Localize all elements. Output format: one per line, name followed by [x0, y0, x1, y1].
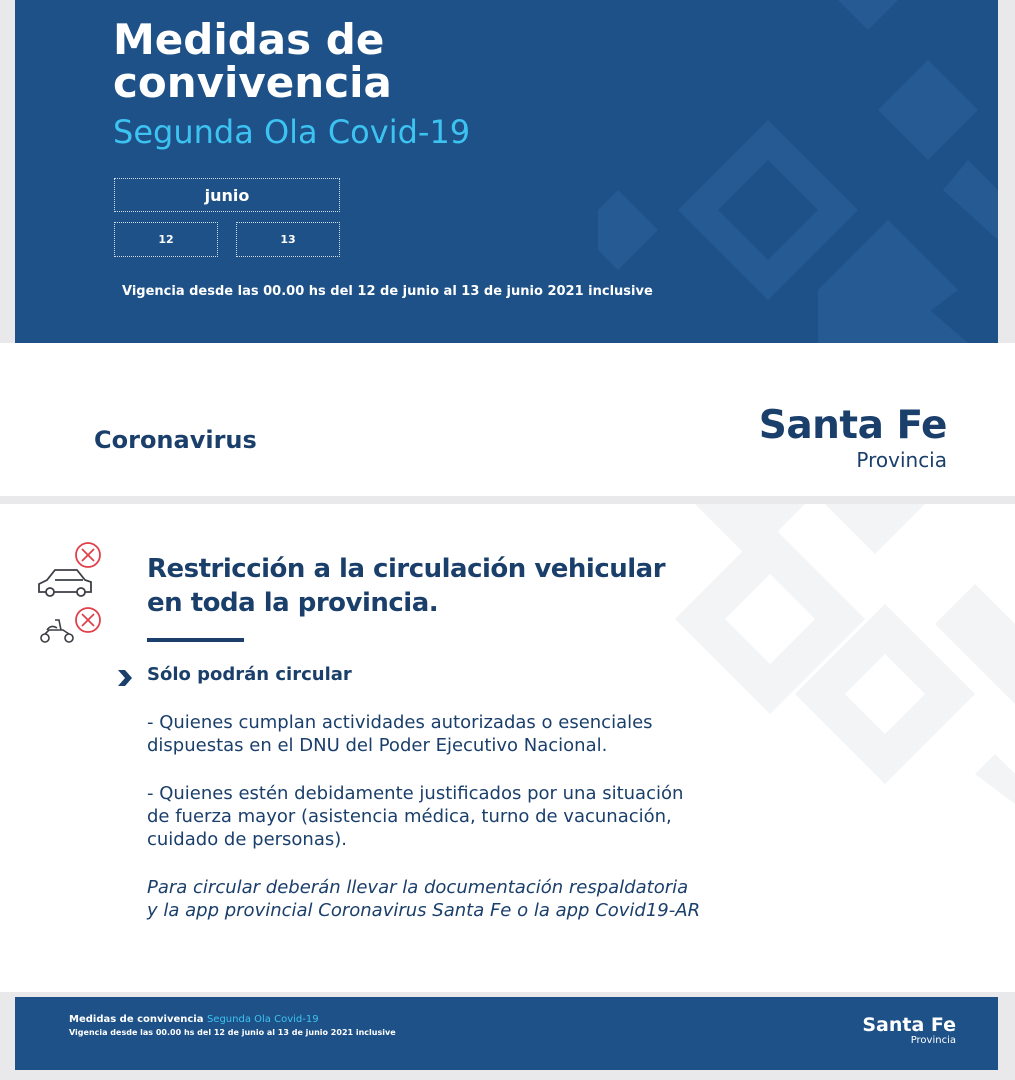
headline-line-1: Restricción a la circulación vehicular [147, 554, 666, 584]
paragraph-line: Para circular deberán llevar la documentación respaldatoria [147, 877, 689, 898]
paragraph-line: dispuestas en el DNU del Poder Ejecutivo Nacional. [147, 735, 608, 756]
title-line-2: convivencia [113, 58, 392, 107]
prohibited-icon [76, 608, 100, 632]
header-banner [15, 0, 998, 343]
santa-fe-logo [759, 405, 947, 471]
scooter-icon [41, 620, 73, 642]
brand-name: Santa Fe [758, 403, 947, 448]
vehicle-restriction-icons [35, 540, 107, 652]
title-line-1: Medidas de [113, 15, 385, 64]
footer-title-main: Medidas de convivencia [69, 1014, 204, 1025]
content-card [0, 504, 1015, 992]
paragraph-line: - Quienes estén debidamente justificados por una situación [147, 783, 684, 804]
bullet-title: Sólo podrán circular [147, 664, 352, 685]
paragraph-force-majeure [147, 782, 683, 851]
start-day-box: 12 [114, 222, 218, 257]
footer-title-accent: Segunda Ola Covid-19 [206, 1014, 319, 1025]
prohibited-icon [76, 543, 100, 567]
headline-underline [147, 638, 244, 642]
headline [147, 552, 665, 620]
diamond-pattern-decoration [598, 0, 998, 343]
car-icon [39, 570, 91, 596]
footer-brand-sub: Provincia [910, 1035, 956, 1046]
paragraph-line: de fuerza mayor (asistencia médica, turno de vacunación, [147, 806, 672, 827]
paragraph-line: cuidado de personas). [147, 829, 347, 850]
validity-text: Vigencia desde las 00.00 hs del 12 de junio al 13 de junio 2021 inclusive [122, 284, 653, 299]
page-title [113, 15, 392, 107]
footer-validity: Vigencia desde las 00.00 hs del 12 de junio al 13 de junio 2021 inclusive [69, 1028, 396, 1037]
end-day-box: 13 [236, 222, 340, 257]
paragraph-line: y la app provincial Coronavirus Santa Fe o la app Covid19-AR [147, 900, 701, 921]
brand-sub: Provincia [856, 448, 947, 472]
paragraph-documentation-note [147, 876, 700, 922]
footer-brand-name: Santa Fe [862, 1014, 956, 1036]
page-subtitle: Segunda Ola Covid-19 [113, 113, 471, 151]
footer-banner [15, 997, 998, 1070]
santa-fe-logo-small [862, 1015, 956, 1047]
section-band [0, 343, 1015, 496]
chevron-right-icon [117, 669, 133, 687]
headline-line-2: en toda la provincia. [147, 588, 439, 618]
section-label: Coronavirus [94, 426, 257, 454]
paragraph-essential-activities [147, 711, 653, 757]
paragraph-line: - Quienes cumplan actividades autorizadas o esenciales [147, 712, 653, 733]
month-box: junio [114, 178, 340, 212]
diamond-pattern-decoration [675, 504, 1015, 824]
footer-title [69, 1014, 319, 1025]
